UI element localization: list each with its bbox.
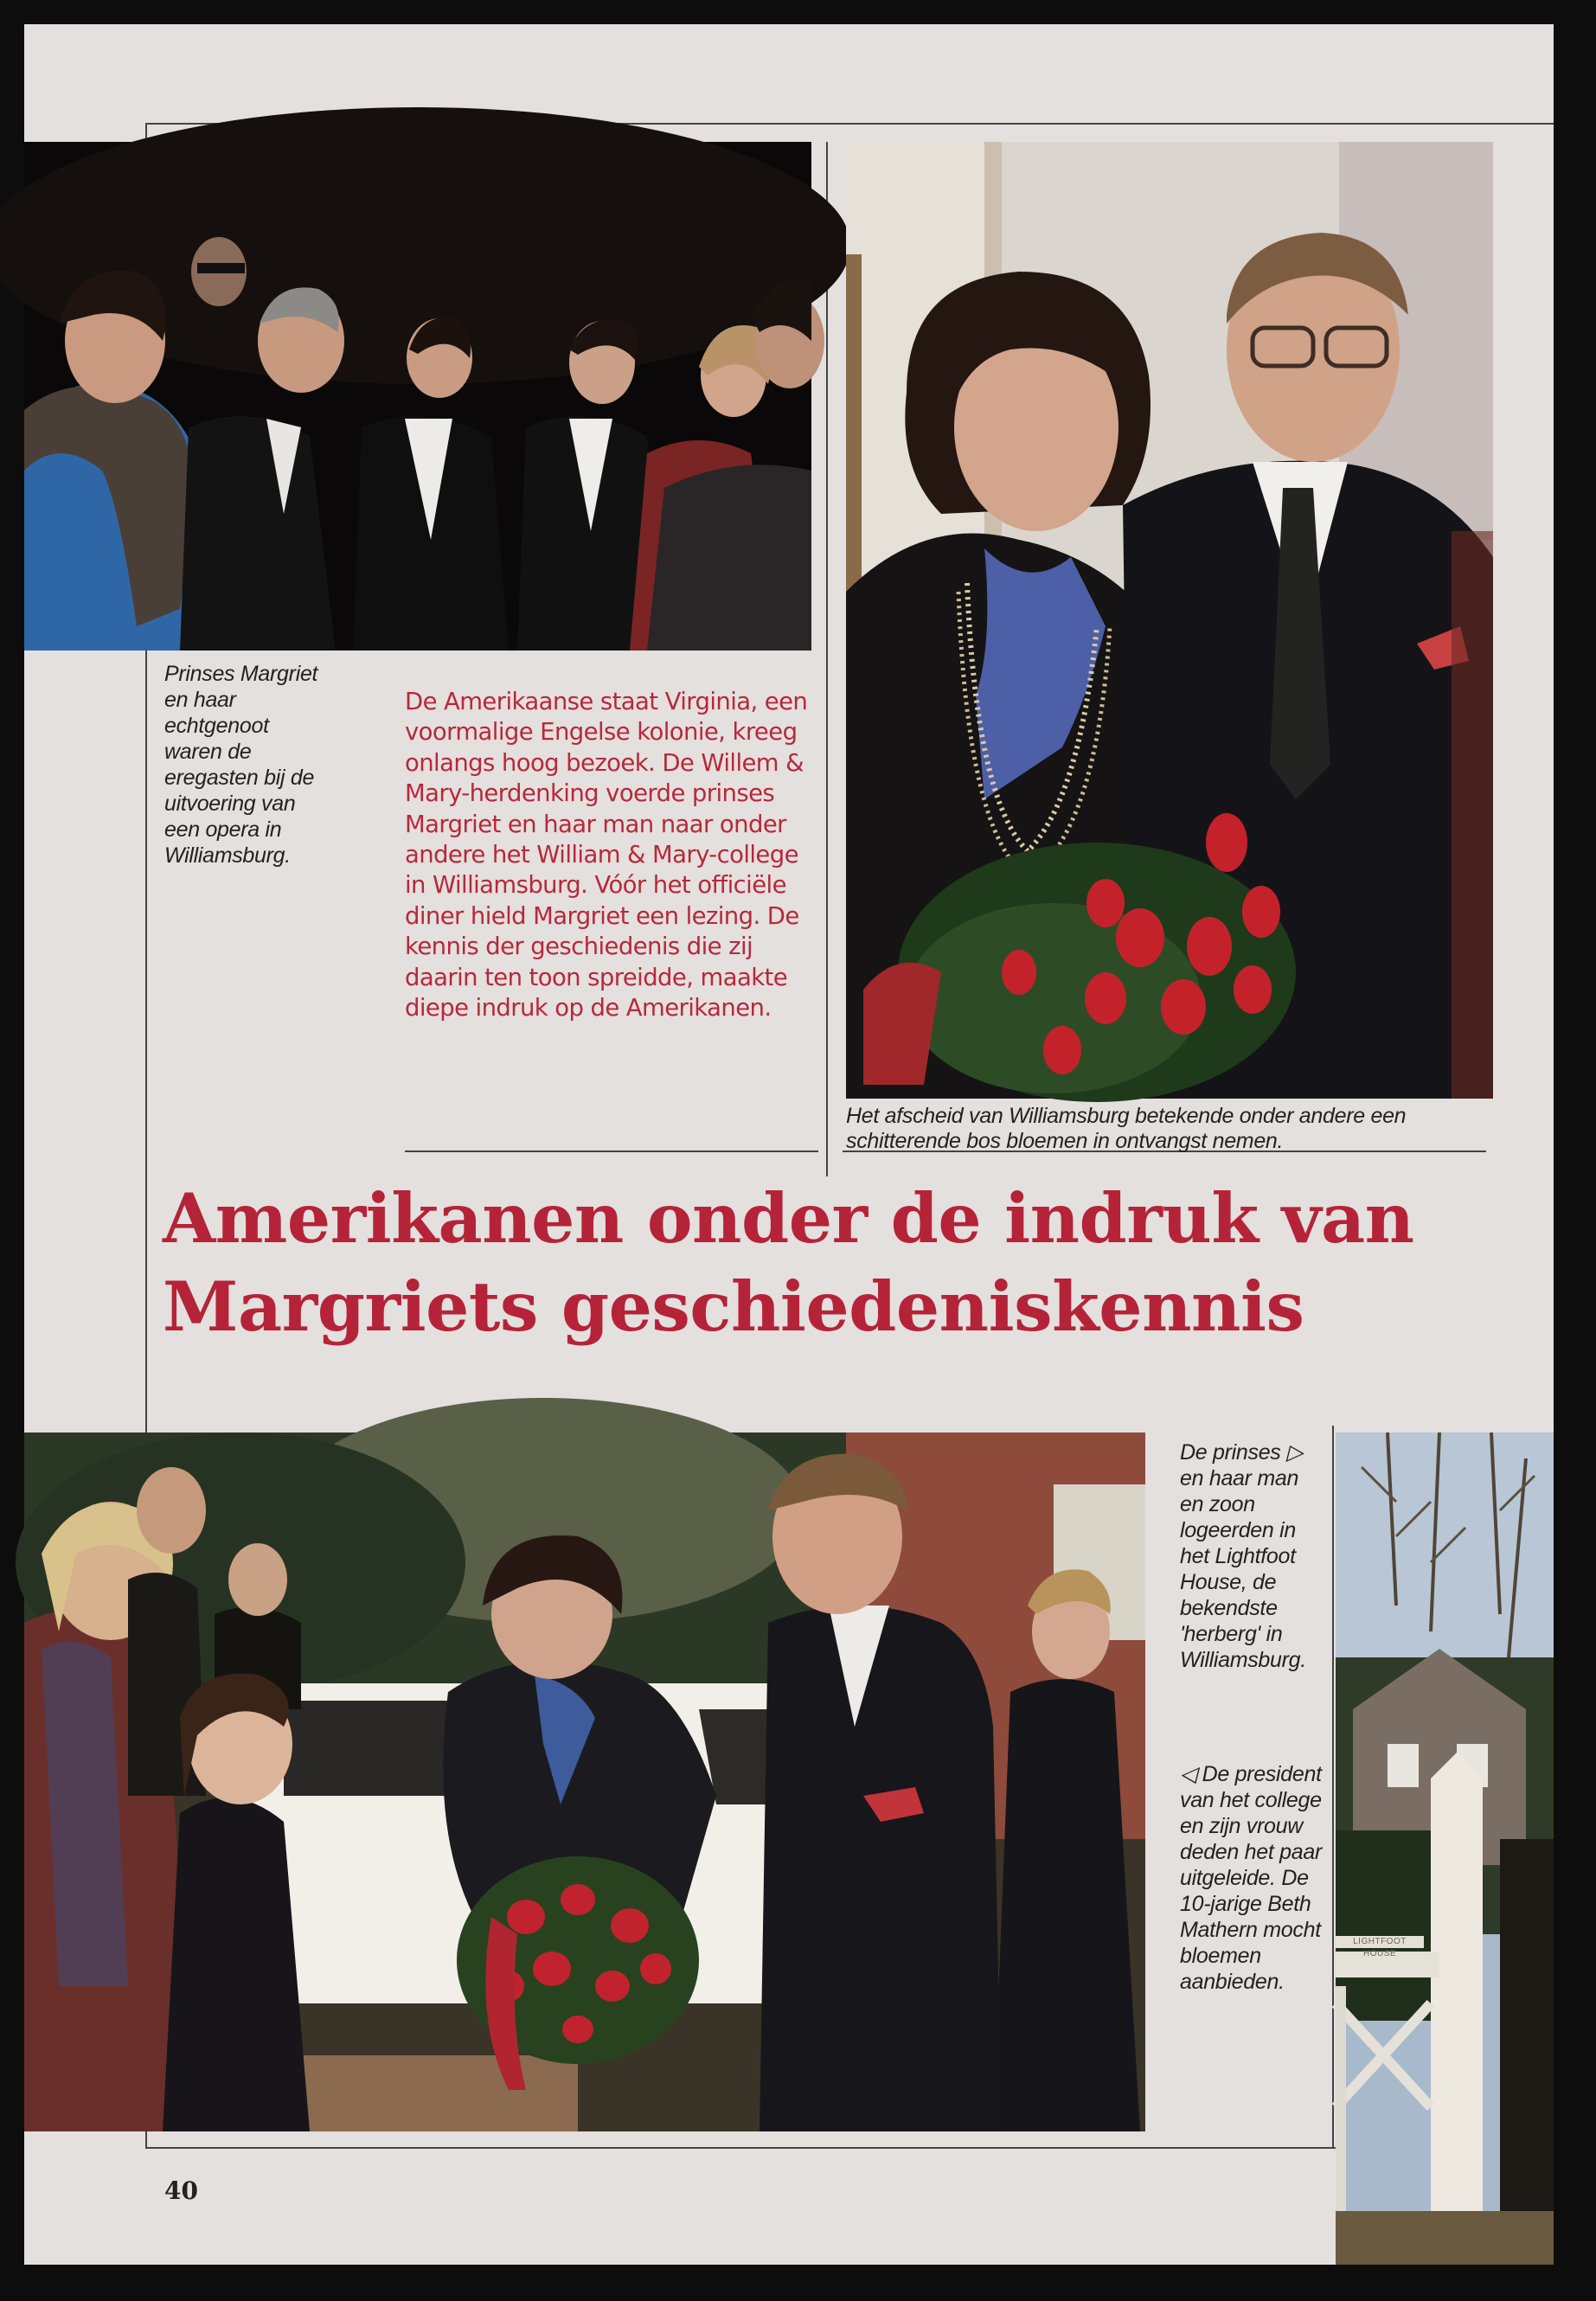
farewell-photo xyxy=(846,142,1493,1099)
headline-line-2: Margriets geschiedeniskennis xyxy=(163,1266,1304,1347)
page-number: 40 xyxy=(164,2176,198,2205)
center-column-rule xyxy=(826,142,828,1176)
article-body: De Amerikaanse staat Virginia, een voormalige Engelse kolonie, kreeg onlangs hoog bezoek. De Willem & Mary-herdenking voerde prinses Margriet en haar man naar onder andere het William & Mary-college in Williamsburg. Vóór het officiële diner hield Margriet een lezing. De kennis der geschiedenis die zij daarin ten toon spreidde, maakte diepe indruk op de Amerikanen. xyxy=(405,688,808,1022)
limousine-photo xyxy=(24,1433,1145,2131)
lightfoot-house-photo xyxy=(1336,1433,1554,2265)
farewell-caption: Het afscheid van Williamsburg betekende onder andere een schitterende bos bloemen in ontvangst nemen. xyxy=(846,1104,1407,1153)
lightfoot-house-sign: LIGHTFOOT HOUSE xyxy=(1336,1936,1424,1948)
opera-caption: Prinses Margriet en haar echtgenoot waren de eregasten bij de uitvoering van een opera in Williamsburg. xyxy=(164,662,318,868)
bottom-rule xyxy=(145,2147,1356,2149)
right-caption-rule xyxy=(1332,1426,1334,2147)
headline-line-1: Amerikanen onder de indruk van xyxy=(163,1178,1414,1259)
body-underline xyxy=(405,1150,818,1152)
lightfoot-caption: De prinses ▷ en haar man en zoon logeerden in het Lightfoot House, de bekendste 'herberg' in Williamsburg. xyxy=(1180,1440,1306,1672)
headline xyxy=(163,1175,1512,1351)
magazine-page xyxy=(24,24,1554,2265)
opera-photo xyxy=(24,142,811,651)
president-caption: ◁ De president van het college en zijn vrouw deden het paar uitgeleide. De 10-jarige Beth Mathern mocht bloemen aanbieden. xyxy=(1180,1762,1323,1994)
